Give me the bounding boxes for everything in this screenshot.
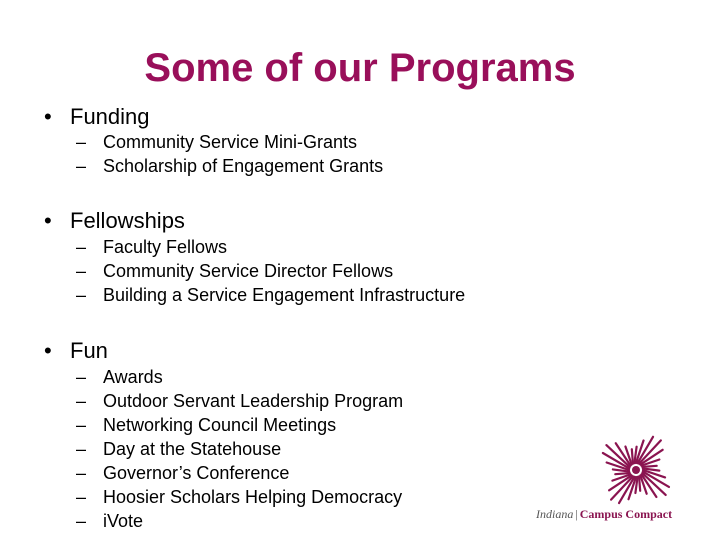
dash-marker: –	[76, 237, 87, 257]
list-item-text: Scholarship of Engagement Grants	[103, 156, 384, 176]
campus-compact-emblem-icon	[596, 430, 676, 510]
list-item-text: Community Service Mini-Grants	[103, 132, 358, 152]
list-item-text: Faculty Fellows	[103, 237, 228, 257]
dash-marker: –	[76, 391, 87, 411]
bullet-heading: Funding	[70, 104, 150, 129]
list-item	[76, 259, 465, 283]
logo-text-indiana: Indiana	[536, 507, 574, 521]
bullet-dot: •	[44, 338, 52, 363]
list-item-text: Hoosier Scholars Helping Democracy	[103, 487, 403, 507]
dash-marker: –	[76, 487, 87, 507]
list-item-text: iVote	[103, 511, 144, 531]
logo-text-campus-compact: Campus Compact	[579, 507, 673, 521]
bullet-funding	[44, 103, 150, 131]
emblem-ray	[615, 473, 629, 474]
fellowships-list	[76, 235, 465, 307]
bullet-heading: Fellowships	[70, 208, 185, 233]
dash-marker: –	[76, 285, 87, 305]
list-item	[76, 437, 403, 461]
dash-marker: –	[76, 132, 87, 152]
list-item	[76, 461, 403, 485]
list-item-text: Building a Service Engagement Infrastructure	[103, 285, 466, 305]
dash-marker: –	[76, 415, 87, 435]
bullet-heading: Fun	[70, 338, 108, 363]
dash-marker: –	[76, 367, 87, 387]
slide-title: Some of our Programs	[144, 46, 576, 90]
funding-list	[76, 130, 383, 178]
dash-marker: –	[76, 463, 87, 483]
list-item-text: Awards	[103, 367, 163, 387]
bullet-fellowships	[44, 207, 185, 235]
bullet-dot: •	[44, 104, 52, 129]
list-item	[76, 154, 383, 178]
bullet-fun	[44, 337, 108, 365]
emblem-ray	[639, 476, 640, 490]
list-item	[76, 509, 403, 533]
dash-marker: –	[76, 439, 87, 459]
fun-list	[76, 365, 403, 533]
list-item-text: Day at the Statehouse	[103, 439, 282, 459]
list-item	[76, 485, 403, 509]
list-item	[76, 130, 383, 154]
list-item-text: Outdoor Servant Leadership Program	[103, 391, 404, 411]
dash-marker: –	[76, 156, 87, 176]
list-item-text: Community Service Director Fellows	[103, 261, 394, 281]
campus-compact-logo	[536, 430, 692, 525]
dash-marker: –	[76, 511, 87, 531]
list-item	[76, 283, 465, 307]
dash-marker: –	[76, 261, 87, 281]
emblem-ray	[632, 449, 633, 463]
logo-separator: |	[575, 507, 578, 521]
list-item	[76, 389, 403, 413]
list-item	[76, 413, 403, 437]
list-item	[76, 235, 465, 259]
bullet-dot: •	[44, 208, 52, 233]
logo-wordmark	[536, 507, 696, 522]
list-item-text: Governor’s Conference	[103, 463, 290, 483]
list-item	[76, 365, 403, 389]
emblem-ray	[642, 466, 656, 467]
list-item-text: Networking Council Meetings	[103, 415, 337, 435]
